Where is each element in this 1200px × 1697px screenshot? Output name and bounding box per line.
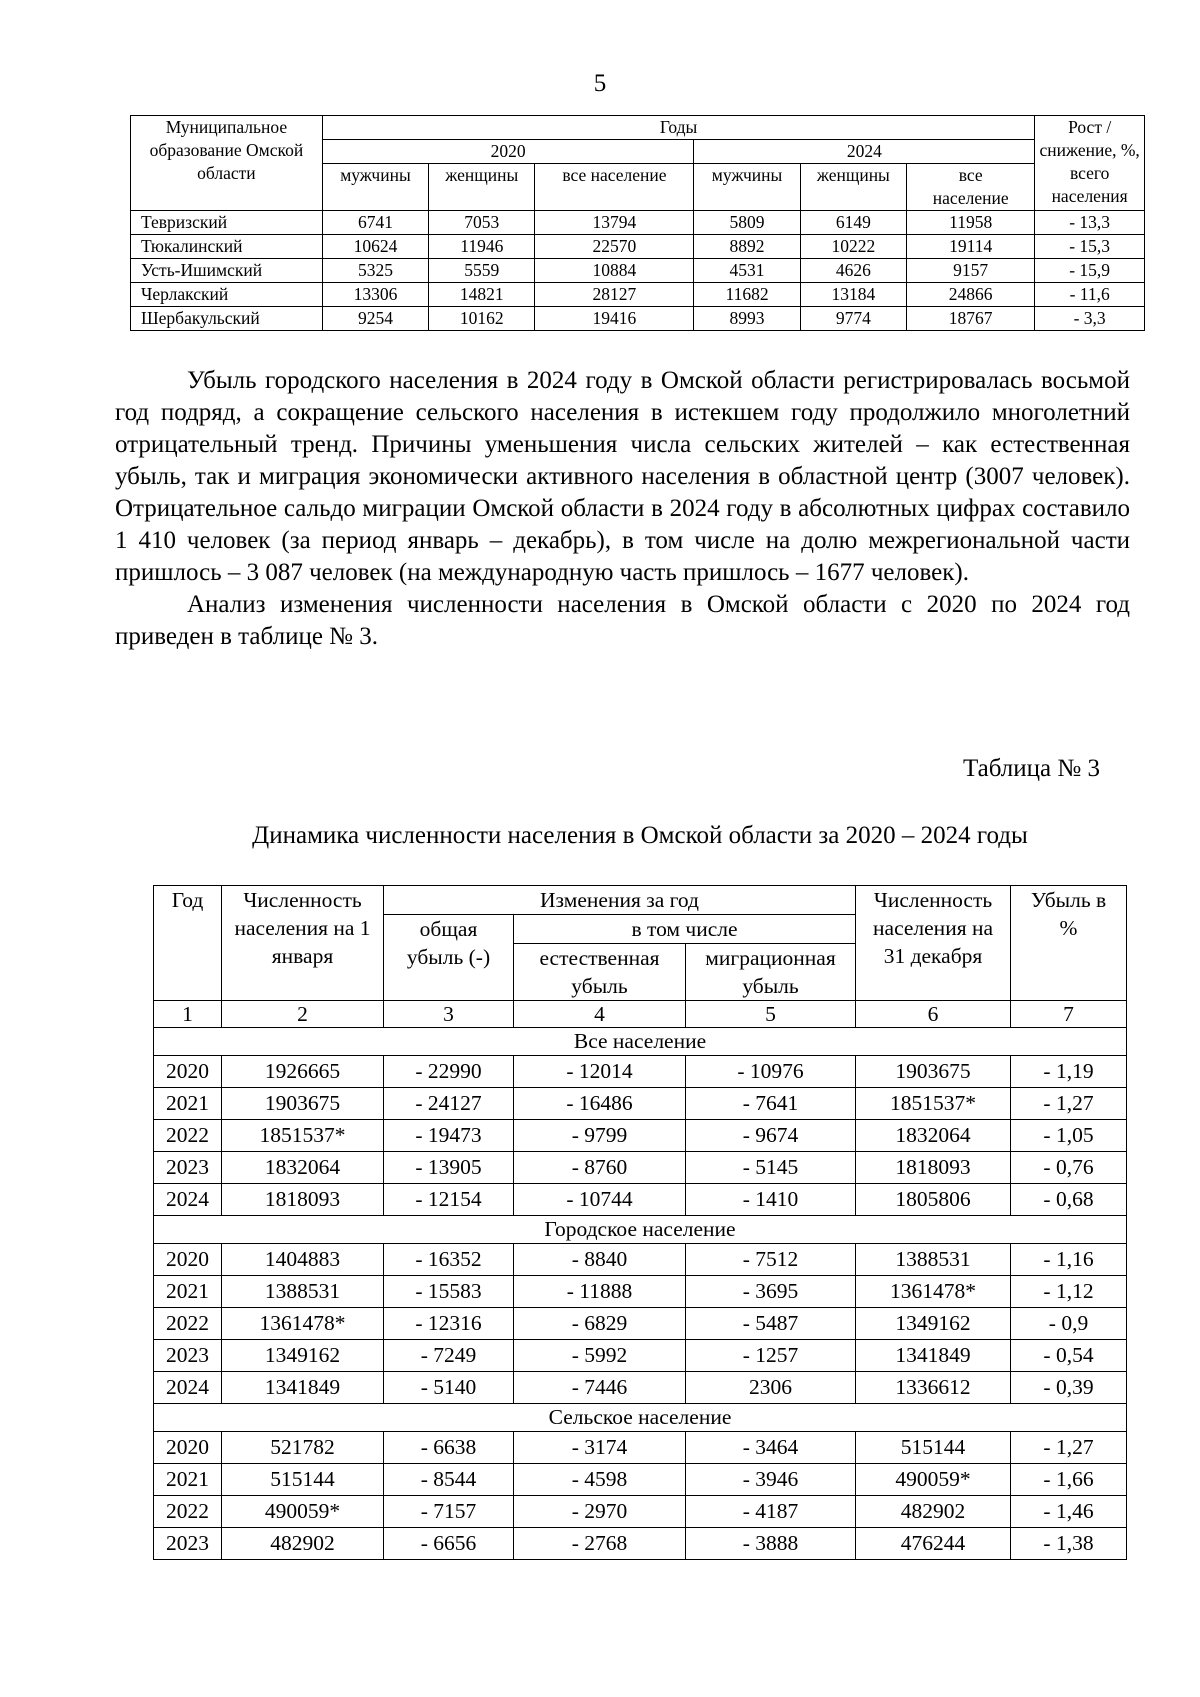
header-years: Годы [322, 116, 1035, 140]
table-cell: - 8840 [514, 1244, 686, 1276]
header-municipality: Муниципальное образование Омской области [131, 116, 323, 211]
table-cell: - 5487 [686, 1308, 856, 1340]
table-row [154, 1340, 1127, 1372]
header-women-2024: женщины [800, 164, 906, 211]
table-cell: 6149 [800, 211, 906, 235]
table-cell: - 8760 [514, 1152, 686, 1184]
table-row [131, 307, 1145, 331]
table-cell: 4531 [694, 259, 800, 283]
year-cell: 2020 [154, 1056, 222, 1088]
table-row [154, 1152, 1127, 1184]
table-cell: - 1410 [686, 1184, 856, 1216]
year-cell: 2024 [154, 1372, 222, 1404]
municipality-population-table [130, 115, 1145, 331]
table-cell: 515144 [222, 1464, 384, 1496]
column-number: 3 [384, 1001, 514, 1028]
table-cell: 1336612 [856, 1372, 1011, 1404]
table-cell: 5559 [429, 259, 535, 283]
table-cell: 14821 [429, 283, 535, 307]
header-including: в том числе [514, 915, 856, 944]
table-cell: - 1,27 [1011, 1088, 1127, 1120]
section-title: Все население [154, 1028, 1127, 1056]
table-cell: - 1257 [686, 1340, 856, 1372]
table-row [131, 211, 1145, 235]
table-cell: - 0,68 [1011, 1184, 1127, 1216]
table-row [154, 1184, 1127, 1216]
table-cell: 9254 [322, 307, 428, 331]
table-cell: 1903675 [856, 1056, 1011, 1088]
table-cell: 490059* [222, 1496, 384, 1528]
table-cell: - 0,9 [1011, 1308, 1127, 1340]
table-cell: - 22990 [384, 1056, 514, 1088]
section-header-row [154, 1404, 1127, 1432]
table-row [131, 259, 1145, 283]
table-row [154, 1432, 1127, 1464]
section-header-row [154, 1028, 1127, 1056]
table-cell: - 13,3 [1035, 211, 1145, 235]
table-cell: - 1,16 [1011, 1244, 1127, 1276]
table-cell: 11946 [429, 235, 535, 259]
population-dynamics-table [153, 885, 1127, 1560]
table-cell: 1341849 [222, 1372, 384, 1404]
table-cell: - 5992 [514, 1340, 686, 1372]
header-year-2024: 2024 [694, 140, 1035, 164]
table-cell: 10624 [322, 235, 428, 259]
table-cell: - 5145 [686, 1152, 856, 1184]
header-end-population: Численность населения на 31 декабря [856, 886, 1011, 1001]
year-cell: 2024 [154, 1184, 222, 1216]
column-number: 1 [154, 1001, 222, 1028]
table-cell: - 6829 [514, 1308, 686, 1340]
table-cell: 9774 [800, 307, 906, 331]
table-row [154, 1464, 1127, 1496]
table-row [154, 1496, 1127, 1528]
table-row [154, 1528, 1127, 1560]
table-cell: 1926665 [222, 1056, 384, 1088]
table-cell: 1388531 [222, 1276, 384, 1308]
table-cell: - 3946 [686, 1464, 856, 1496]
table-title: Динамика численности населения в Омской области за 2020 – 2024 годы [252, 822, 1028, 849]
table-cell: - 15583 [384, 1276, 514, 1308]
table-row [131, 235, 1145, 259]
table-cell: - 3464 [686, 1432, 856, 1464]
year-cell: 2023 [154, 1340, 222, 1372]
column-numbers-row [154, 1001, 1127, 1028]
header-women-2020: женщины [429, 164, 535, 211]
table-cell: 11682 [694, 283, 800, 307]
table-cell: 1805806 [856, 1184, 1011, 1216]
year-cell: 2021 [154, 1464, 222, 1496]
table-cell: - 24127 [384, 1088, 514, 1120]
table-cell: 1341849 [856, 1340, 1011, 1372]
table-row [154, 1372, 1127, 1404]
column-number: 7 [1011, 1001, 1127, 1028]
municipality-name: Черлакский [131, 283, 323, 307]
year-cell: 2021 [154, 1088, 222, 1120]
header-start-population: Численность населения на 1 января [222, 886, 384, 1001]
table-row [154, 1088, 1127, 1120]
table-cell: - 1,05 [1011, 1120, 1127, 1152]
table-cell: - 16352 [384, 1244, 514, 1276]
year-cell: 2020 [154, 1432, 222, 1464]
header-total-2020: все население [535, 164, 694, 211]
municipality-name: Шербакульский [131, 307, 323, 331]
table-cell: - 3174 [514, 1432, 686, 1464]
table-cell: 7053 [429, 211, 535, 235]
table-cell: - 6638 [384, 1432, 514, 1464]
table-cell: 22570 [535, 235, 694, 259]
table-cell: - 1,12 [1011, 1276, 1127, 1308]
table-cell: 10884 [535, 259, 694, 283]
table-cell: - 1,27 [1011, 1432, 1127, 1464]
table-row [154, 1308, 1127, 1340]
table-cell: - 10976 [686, 1056, 856, 1088]
table-cell: 1832064 [856, 1120, 1011, 1152]
table-cell: 1818093 [856, 1152, 1011, 1184]
table-cell: - 10744 [514, 1184, 686, 1216]
header-loss-percent: Убыль в % [1011, 886, 1127, 1001]
table-cell: - 1,46 [1011, 1496, 1127, 1528]
table-cell: 1388531 [856, 1244, 1011, 1276]
header-total-loss: общая убыль (-) [384, 915, 514, 1001]
table-cell: 11958 [907, 211, 1035, 235]
table-cell: 8993 [694, 307, 800, 331]
year-cell: 2020 [154, 1244, 222, 1276]
header-year-2020: 2020 [322, 140, 694, 164]
year-cell: 2021 [154, 1276, 222, 1308]
table-cell: 1851537* [856, 1088, 1011, 1120]
year-cell: 2022 [154, 1496, 222, 1528]
header-changes: Изменения за год [384, 886, 856, 915]
year-cell: 2022 [154, 1308, 222, 1340]
table-cell: - 13905 [384, 1152, 514, 1184]
table-cell: 6741 [322, 211, 428, 235]
table-cell: - 8544 [384, 1464, 514, 1496]
body-text [115, 365, 1130, 653]
table-cell: - 7641 [686, 1088, 856, 1120]
year-cell: 2022 [154, 1120, 222, 1152]
section-title: Городское население [154, 1216, 1127, 1244]
page-number: 5 [593, 70, 607, 97]
table-cell: 476244 [856, 1528, 1011, 1560]
table-cell: 13794 [535, 211, 694, 235]
municipality-name: Тевризский [131, 211, 323, 235]
table-cell: - 15,3 [1035, 235, 1145, 259]
paragraph-1: Убыль городского населения в 2024 году в Омской области регистрировалась восьмой год подряд, а сокращение сельского населения в истекшем году продолжило многолетний отрицательный тренд. Причины уменьшения числа сельских жителей – как естественная убыль, так и миграция экономически активного населения в областной центр (3007 человек). Отрицательное сальдо миграции Омской области в 2024 году в абсолютных цифрах составило 1 410 человек (за период январь – декабрь), в том числе на долю межрегиональной части пришлось – 3 087 человек (на международную часть пришлось – 1677 человек). [115, 367, 1130, 586]
column-number: 2 [222, 1001, 384, 1028]
table-cell: 515144 [856, 1432, 1011, 1464]
table-cell: - 1,19 [1011, 1056, 1127, 1088]
table-cell: 10162 [429, 307, 535, 331]
table-cell: 1349162 [856, 1308, 1011, 1340]
table-cell: - 12014 [514, 1056, 686, 1088]
table-cell: - 9674 [686, 1120, 856, 1152]
table-cell: 1832064 [222, 1152, 384, 1184]
header-men-2020: мужчины [322, 164, 428, 211]
table-cell: - 7157 [384, 1496, 514, 1528]
table-cell: 1818093 [222, 1184, 384, 1216]
table-cell: 2306 [686, 1372, 856, 1404]
table-cell: - 3888 [686, 1528, 856, 1560]
table-cell: 28127 [535, 283, 694, 307]
table-cell: 10222 [800, 235, 906, 259]
header-migration-loss: миграционная убыль [686, 944, 856, 1001]
table-cell: - 7512 [686, 1244, 856, 1276]
table-cell: - 15,9 [1035, 259, 1145, 283]
table-cell: 1851537* [222, 1120, 384, 1152]
table-cell: 482902 [222, 1528, 384, 1560]
table-cell: - 7446 [514, 1372, 686, 1404]
table-cell: - 4187 [686, 1496, 856, 1528]
table-cell: - 0,54 [1011, 1340, 1127, 1372]
column-number: 6 [856, 1001, 1011, 1028]
paragraph-2: Анализ изменения численности населения в Омской области с 2020 по 2024 год приведен в таблице № 3. [115, 591, 1130, 650]
table-cell: - 1,38 [1011, 1528, 1127, 1560]
table-cell: 1349162 [222, 1340, 384, 1372]
municipality-name: Усть-Ишимский [131, 259, 323, 283]
table-cell: 1404883 [222, 1244, 384, 1276]
section-title: Сельское население [154, 1404, 1127, 1432]
table-cell: 5325 [322, 259, 428, 283]
header-natural-loss: естественная убыль [514, 944, 686, 1001]
table-cell: - 11888 [514, 1276, 686, 1308]
table-cell: - 3695 [686, 1276, 856, 1308]
table-cell: 19416 [535, 307, 694, 331]
table-cell: - 19473 [384, 1120, 514, 1152]
table-cell: - 2768 [514, 1528, 686, 1560]
table-cell: - 0,39 [1011, 1372, 1127, 1404]
column-number: 4 [514, 1001, 686, 1028]
table-cell: 8892 [694, 235, 800, 259]
table-cell: 1903675 [222, 1088, 384, 1120]
table-cell: - 3,3 [1035, 307, 1145, 331]
table-cell: - 12316 [384, 1308, 514, 1340]
table-cell: - 2970 [514, 1496, 686, 1528]
table-cell: - 7249 [384, 1340, 514, 1372]
table-cell: - 11,6 [1035, 283, 1145, 307]
table-row [154, 1244, 1127, 1276]
table-row [154, 1276, 1127, 1308]
table-cell: 4626 [800, 259, 906, 283]
table-cell: 9157 [907, 259, 1035, 283]
header-men-2024: мужчины [694, 164, 800, 211]
section-header-row [154, 1216, 1127, 1244]
header-year: Год [154, 886, 222, 1001]
column-number: 5 [686, 1001, 856, 1028]
table-cell: - 5140 [384, 1372, 514, 1404]
table-cell: 1361478* [222, 1308, 384, 1340]
table-cell: 19114 [907, 235, 1035, 259]
header-growth: Рост / снижение, %, всего населения [1035, 116, 1145, 211]
table-cell: 18767 [907, 307, 1035, 331]
table-cell: - 0,76 [1011, 1152, 1127, 1184]
table-cell: 13184 [800, 283, 906, 307]
table-cell: 5809 [694, 211, 800, 235]
table-cell: 1361478* [856, 1276, 1011, 1308]
header-total-2024: все население [907, 164, 1035, 211]
table-row [131, 283, 1145, 307]
table-cell: 13306 [322, 283, 428, 307]
table-cell: - 9799 [514, 1120, 686, 1152]
table-cell: 24866 [907, 283, 1035, 307]
table-label: Таблица № 3 [962, 755, 1100, 782]
table-cell: - 6656 [384, 1528, 514, 1560]
year-cell: 2023 [154, 1152, 222, 1184]
table-row [154, 1120, 1127, 1152]
table-cell: 490059* [856, 1464, 1011, 1496]
municipality-name: Тюкалинский [131, 235, 323, 259]
table-row [154, 1056, 1127, 1088]
year-cell: 2023 [154, 1528, 222, 1560]
table-cell: - 4598 [514, 1464, 686, 1496]
table-cell: - 16486 [514, 1088, 686, 1120]
table-cell: 521782 [222, 1432, 384, 1464]
table-cell: - 12154 [384, 1184, 514, 1216]
table-cell: - 1,66 [1011, 1464, 1127, 1496]
table-cell: 482902 [856, 1496, 1011, 1528]
